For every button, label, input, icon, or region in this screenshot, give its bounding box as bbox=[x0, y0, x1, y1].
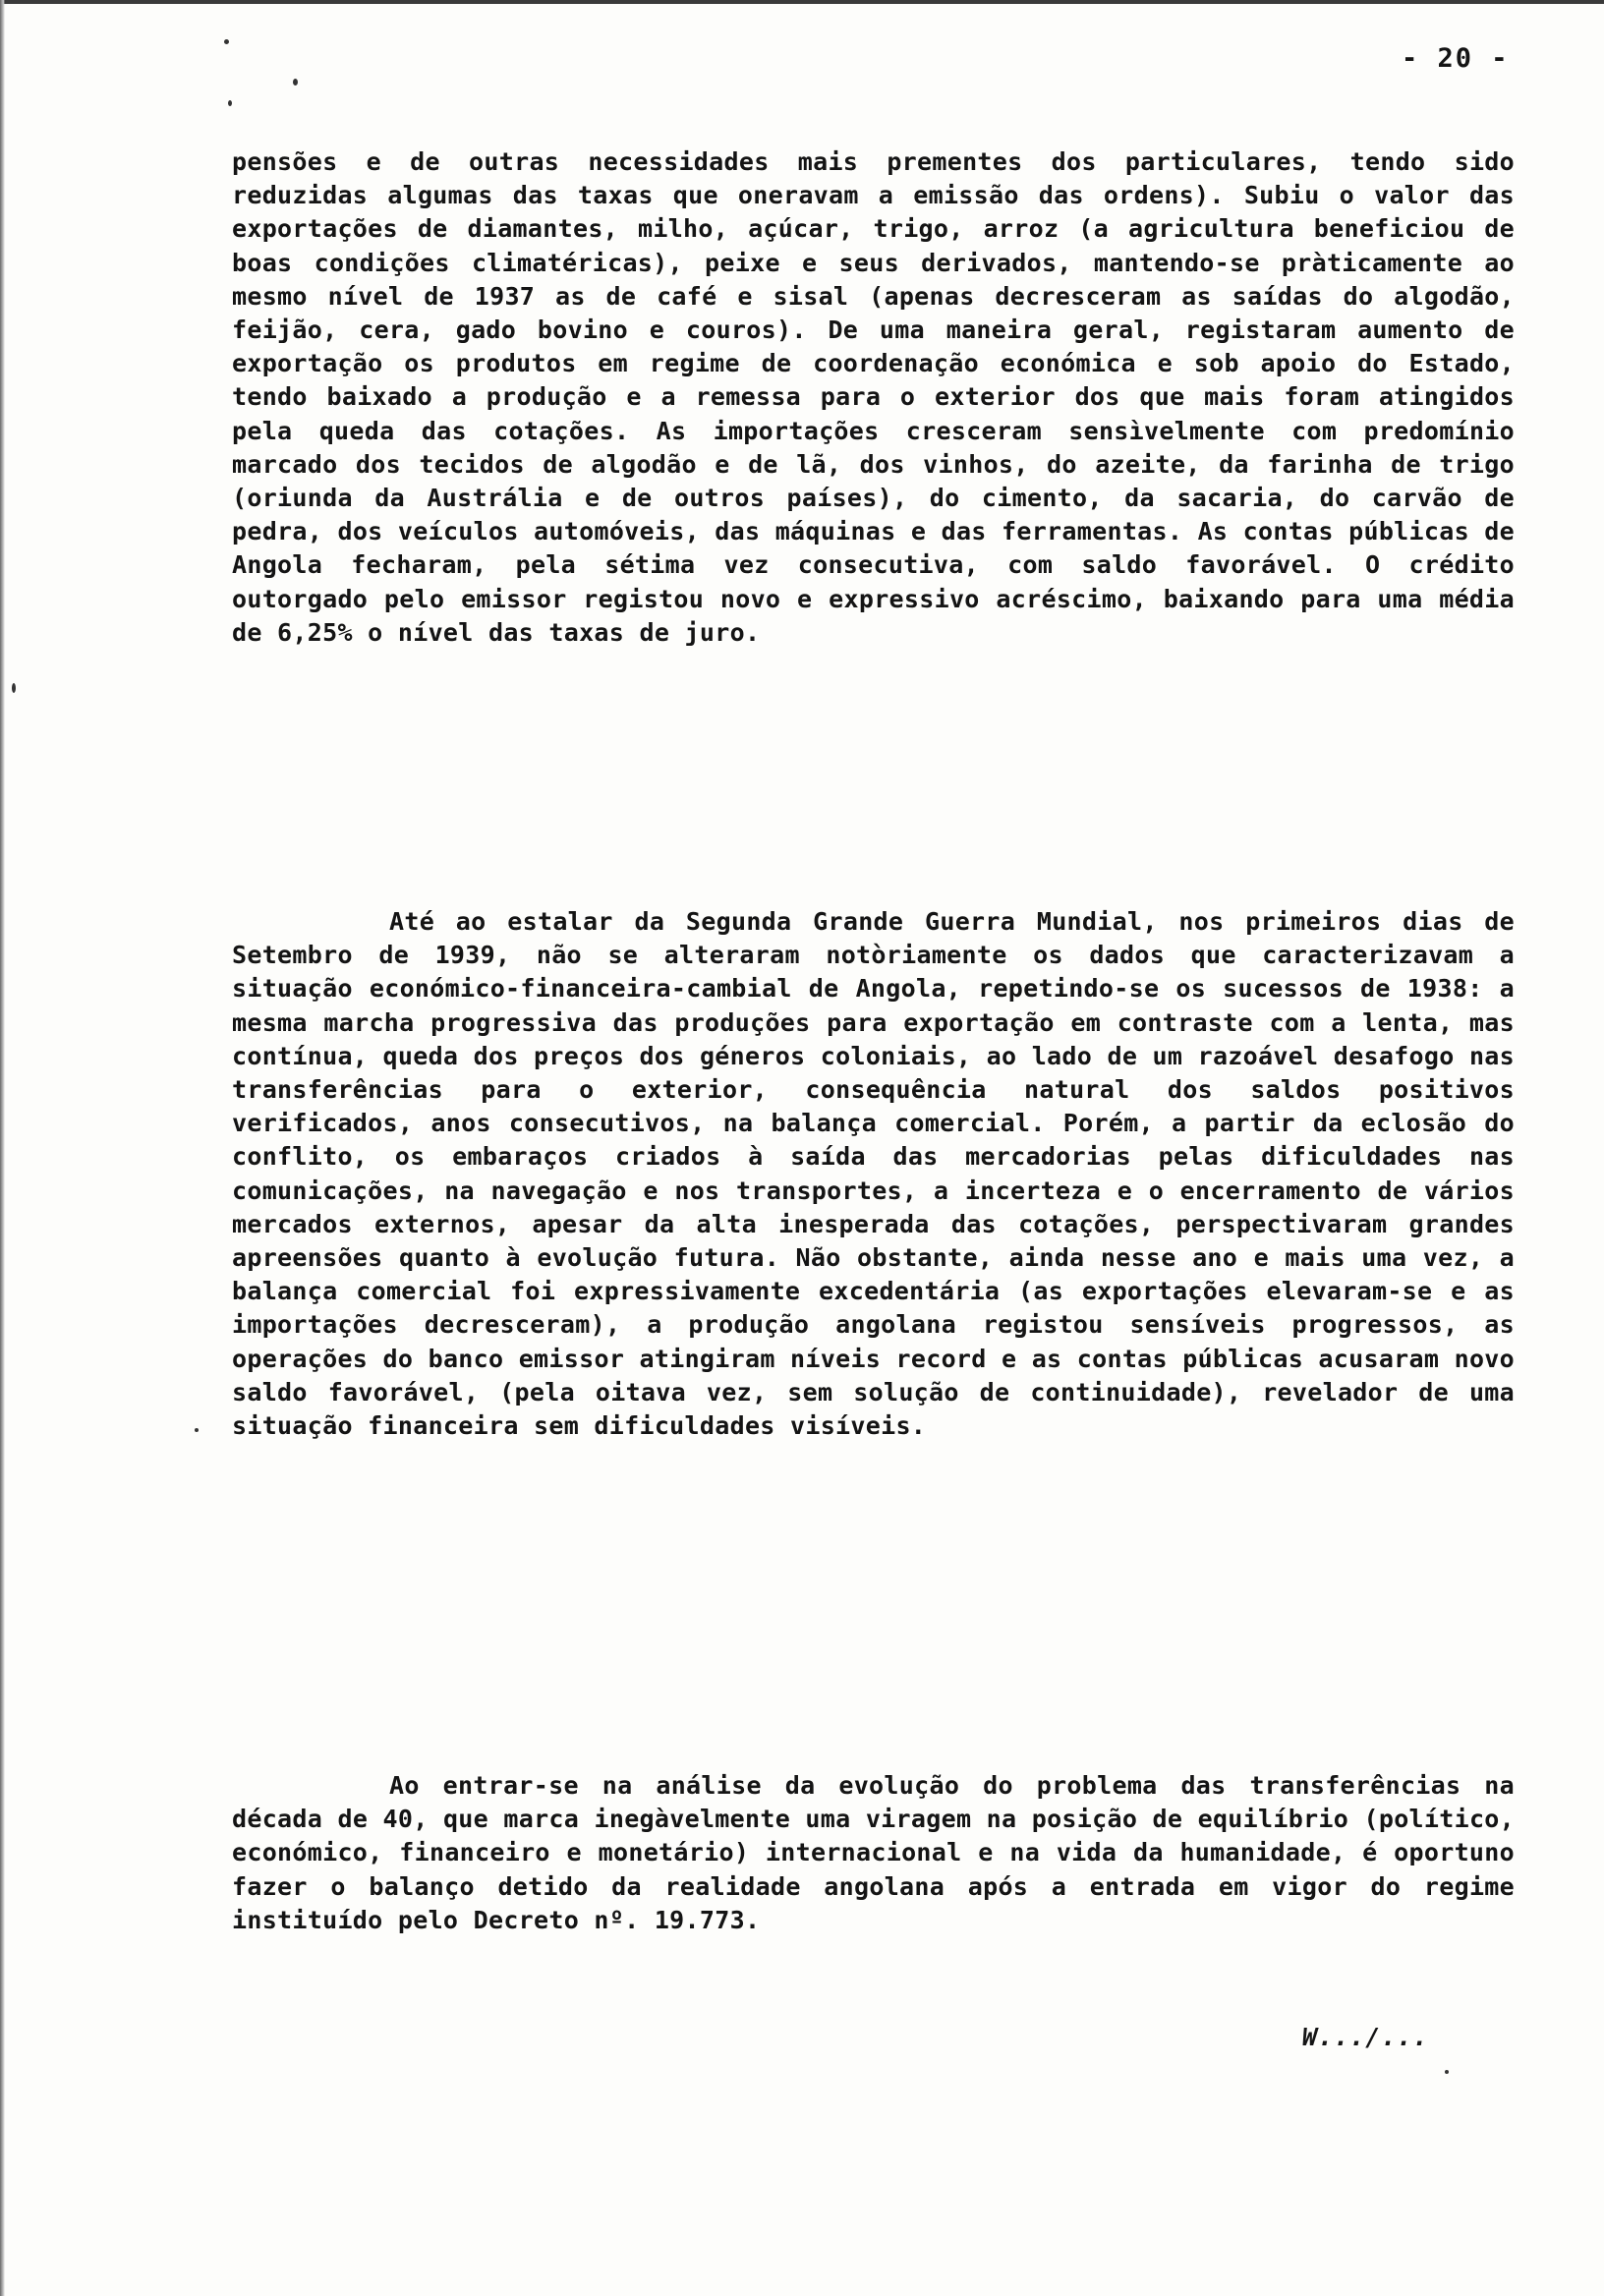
paragraph-1: pensões e de outras necessidades mais prementes dos particulares, tendo sido reduzidas algumas das taxas que oneravam a emissão das ordens). Subiu o valor das exportações de diamantes, milho, açúcar, trigo, arroz (a agricultura beneficiou de boas condições climatéricas), peixe e seus derivados, mantendo-se pràticamente ao mesmo nível de 1937 as de café e sisal (apenas decresceram as saídas do algodão, feijão, cera, gado bovino e couros). De uma maneira geral, registaram aumento de exportação os produtos em regime de coordenação económica e sob apoio do Estado, tendo baixado a produção e a remessa para o exterior dos que mais foram atingidos pela queda das cotações. As importações cresceram sensìvelmente com predomínio marcado dos tecidos de algodão e de lã, dos vinhos, do azeite, da farinha de trigo (oriunda da Austrália e de outros países), do cimento, da sacaria, do carvão de pedra, dos veículos automóveis, das máquinas e das ferramentas. As contas públicas de Angola fecharam, pela sétima vez consecutiva, com saldo favorável. O crédito outorgado pelo emissor registou novo e expressivo acréscimo, baixando para uma média de 6,25% o nível das taxas de juro. bbox=[232, 147, 1515, 647]
scan-speck bbox=[12, 683, 16, 693]
paragraph-2: Até ao estalar da Segunda Grande Guerra Mundial, nos primeiros dias de Setembro de 1939, não se alteraram notòriamente os dados que caracterizavam a situação económico-financeira-cambial de Angola, repetindo-se os sucessos de 1938: a mesma marcha progressiva das produções para exportação em contraste com a lenta, mas contínua, queda dos preços dos géneros coloniais, ao lado de um razoável desafogo nas transferências para o exterior, consequência natural dos saldos positivos verificados, anos consecutivos, na balança comercial. Porém, a partir da eclosão do conflito, os embaraços criados à saída das mercadorias pelas dificuldades nas comunicações, na navegação e nos transportes, a incerteza e o encerramento de vários mercados externos, apesar da alta inesperada das cotações, perspectivaram grandes apreensões quanto à evolução futura. Não obstante, ainda nesse ano e mais uma vez, a balança comercial foi expressivamente excedentária (as exportações elevaram-se e as importações decresceram), a produção angolana registou sensíveis progressos, as operações do banco emissor atingiram níveis record e as contas públicas acusaram novo saldo favorável, (pela oitava vez, sem solução de continuidade), revelador de uma situação financeira sem dificuldades visíveis. bbox=[232, 907, 1515, 1441]
scan-speck bbox=[195, 1428, 199, 1432]
scan-left-edge bbox=[0, 0, 5, 2296]
page-number: - 20 - bbox=[1402, 43, 1510, 74]
continuation-mark: W.../... bbox=[1302, 2023, 1429, 2051]
scan-speck bbox=[1445, 2070, 1449, 2074]
scan-speck bbox=[224, 39, 229, 44]
paragraph-3: Ao entrar-se na análise da evolução do problema das transferências na década de 40, que marca inegàvelmente uma viragem na posição de equilíbrio (político, económico, financeiro e monetário) internacional e na vida da humanidade, é oportuno fazer o balanço detido da realidade angolana após a entrada em vigor do regime instituído pelo Decreto nº. 19.773. bbox=[232, 1771, 1515, 1934]
scan-top-edge bbox=[0, 0, 1604, 4]
scan-speck bbox=[293, 79, 298, 86]
scan-speck bbox=[228, 100, 232, 106]
